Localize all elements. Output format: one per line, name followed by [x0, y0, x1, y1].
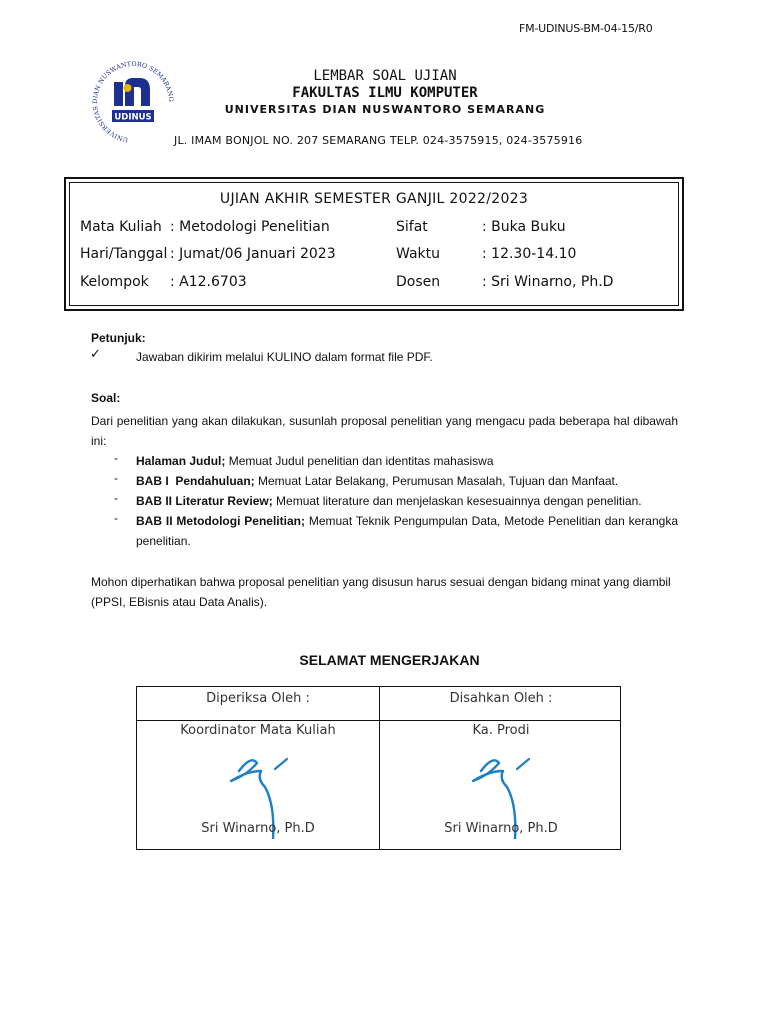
label-sifat: Sifat — [396, 219, 428, 235]
question-item-text: Memuat Judul penelitian dan identitas mahasiswa — [225, 454, 494, 468]
question-item-text: Memuat Teknik Pengumpulan Data, Metode Penelitian dan kerangka penelitian. — [136, 514, 678, 548]
checkmark-icon: ✓ — [90, 347, 101, 362]
instructions-text: Jawaban dikirim melalui KULINO dalam format file PDF. — [136, 350, 433, 364]
university-logo — [92, 60, 174, 150]
logo-wordmark: UDINUS — [114, 112, 152, 123]
question-item-title: BAB II Metodologi Penelitian; — [136, 514, 305, 528]
question-item-title: Halaman Judul; — [136, 454, 226, 468]
university-name: UNIVERSITAS DIAN NUSWANTORO SEMARANG — [224, 103, 546, 116]
questions-intro: Dari penelitian yang akan dilakukan, susunlah proposal penelitian yang mengacu pada beberapa hal dibawah ini: — [91, 414, 678, 448]
sheet-title: LEMBAR SOAL UJIAN — [313, 68, 457, 84]
value-sifat: : Buka Buku — [482, 219, 566, 235]
instructions-heading: Petunjuk: — [91, 331, 146, 345]
value-kelompok: : A12.6703 — [170, 274, 247, 290]
form-code: FM-UDINUS-BM-04-15/R0 — [519, 22, 653, 35]
submission-note: Mohon diperhatikan bahwa proposal penelitian yang disusun harus sesuai dengan bidang minat yang diambil (PPSI, EBisnis atau Data Analis). — [91, 575, 671, 609]
question-item — [136, 451, 678, 471]
value-waktu: : 12.30-14.10 — [482, 246, 577, 262]
value-mata-kuliah: : Metodologi Penelitian — [170, 219, 330, 235]
checker-name: Sri Winarno, Ph.D — [201, 821, 315, 836]
bullet-dash: - — [114, 491, 118, 505]
question-item-title: BAB II Literatur Review; — [136, 494, 273, 508]
closing-message: SELAMAT MENGERJAKAN — [299, 652, 480, 668]
bullet-dash: - — [114, 511, 118, 525]
questions-heading: Soal: — [91, 391, 121, 405]
table-divider — [137, 720, 620, 721]
label-mata-kuliah: Mata Kuliah — [80, 219, 162, 235]
checker-role: Koordinator Mata Kuliah — [180, 723, 336, 738]
label-dosen: Dosen — [396, 274, 441, 290]
signature-table — [136, 686, 621, 850]
university-address: JL. IMAM BONJOL NO. 207 SEMARANG TELP. 024-3575915, 024-3575916 — [174, 134, 583, 147]
exam-info-box — [64, 177, 684, 311]
approver-name: Sri Winarno, Ph.D — [444, 821, 558, 836]
value-hari-tanggal: : Jumat/06 Januari 2023 — [170, 246, 336, 262]
bullet-dash: - — [114, 451, 118, 465]
question-item-text: Memuat literature dan menjelaskan kesesuainnya dengan penelitian. — [272, 494, 642, 508]
approver-role: Ka. Prodi — [472, 723, 530, 738]
label-hari-tanggal: Hari/Tanggal — [80, 246, 168, 262]
logo-ring-text: UNIVERSITAS DIAN NUSWANTORO SEMARANG — [92, 60, 174, 143]
question-item-title: BAB I Pendahuluan; — [136, 474, 255, 488]
faculty-name: FAKULTAS ILMU KOMPUTER — [292, 85, 478, 101]
question-item-text: Memuat Latar Belakang, Perumusan Masalah, Tujuan dan Manfaat. — [254, 474, 619, 488]
question-item — [136, 511, 678, 551]
question-item — [136, 491, 678, 511]
exam-title: UJIAN AKHIR SEMESTER GANJIL 2022/2023 — [219, 191, 529, 207]
checked-by-header: Diperiksa Oleh : — [206, 691, 310, 706]
approved-by-header: Disahkan Oleh : — [449, 691, 553, 706]
label-kelompok: Kelompok — [80, 274, 149, 290]
value-dosen: : Sri Winarno, Ph.D — [482, 274, 614, 290]
label-waktu: Waktu — [396, 246, 440, 262]
bullet-dash: - — [114, 471, 118, 485]
question-item — [136, 471, 678, 491]
